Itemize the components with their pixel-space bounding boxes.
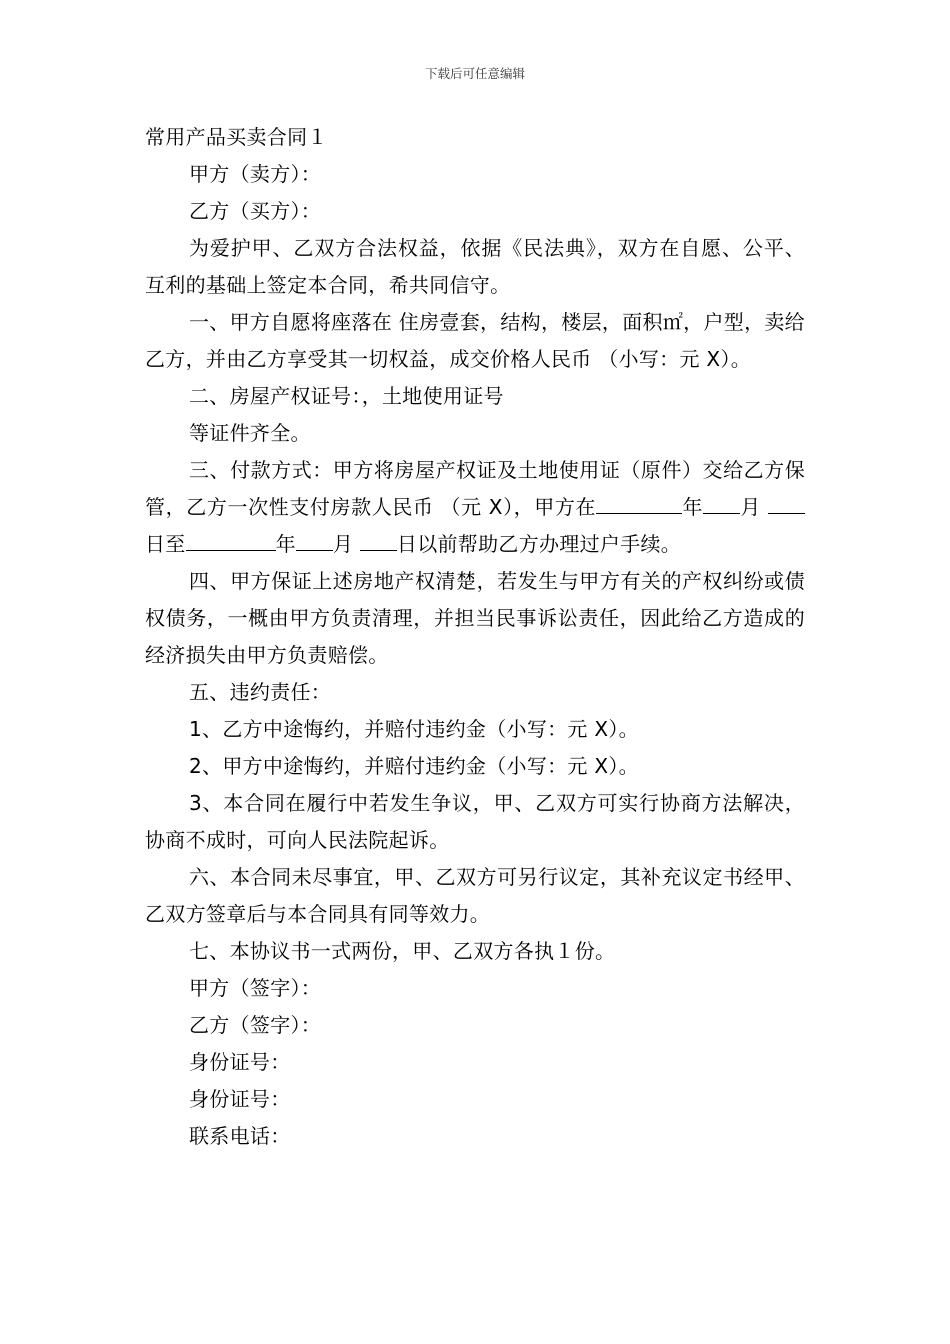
clause-3-year: 年 [682, 495, 704, 519]
id-number-b: 身份证号： [189, 1087, 291, 1111]
clause-5-item-2: 2、甲方中途悔约，并赔付违约金（小写：元 X）。 [189, 754, 639, 778]
page-header-note: 下载后可任意编辑 [424, 66, 525, 81]
clause-3-month-2: 月 [332, 532, 354, 556]
intro-paragraph: 为爱护甲、乙双方合法权益，依据《民法典》，双方在自愿、公平、互利的基础上签定本合同，希共同信守。 [145, 236, 805, 297]
clause-3-year-2: 年 [275, 532, 296, 556]
clause-3 [145, 452, 805, 563]
blank-line [296, 528, 333, 551]
clause-5-item-3: 3、本合同在履行中若发生争议，甲、乙双方可实行协商方法解决，协商不成时，可向人民法院起诉。 [145, 791, 805, 852]
blank-line [360, 528, 397, 551]
contract-body [145, 119, 805, 1155]
clause-1: 一、甲方自愿将座落在 住房壹套，结构，楼层，面积㎡，户型，卖给乙方，并由乙方享受其一切权益，成交价格人民币 （小写：元 X）。 [145, 310, 805, 371]
clause-7: 七、本协议书一式两份，甲、乙双方各执１份。 [189, 939, 616, 963]
clause-3-text: 三、付款方式：甲方将房屋产权证及土地使用证（原件）交给乙方保管，乙方一次性支付房款人民币 （元 X），甲方在 [145, 458, 805, 519]
blank-line [768, 491, 805, 514]
clause-3-day-to: 日至 [145, 532, 186, 556]
signature-party-a: 甲方（签字）： [189, 976, 322, 1000]
party-a-line: 甲方（卖方）： [189, 162, 322, 186]
clause-4: 四、甲方保证上述房地产权清楚，若发生与甲方有关的产权纠纷或债权债务，一概由甲方负责清理，并担当民事诉讼责任，因此给乙方造成的经济损失由甲方负责赔偿。 [145, 569, 805, 667]
blank-line [703, 491, 740, 514]
clause-6: 六、本合同未尽事宜，甲、乙双方可另行议定，其补充议定书经甲、乙双方签章后与本合同具有同等效力。 [145, 865, 805, 926]
id-number-a: 身份证号： [189, 1050, 291, 1074]
clause-5: 五、违约责任： [189, 680, 332, 704]
signature-party-b: 乙方（签字）： [189, 1013, 322, 1037]
party-b-line: 乙方（买方）： [189, 199, 322, 223]
clause-5-item-1: 1、乙方中途悔约，并赔付违约金（小写：元 X）。 [189, 717, 639, 741]
clause-3-end: 日以前帮助乙方办理过户手续。 [396, 532, 682, 556]
contract-title: 常用产品买卖合同１ [145, 125, 328, 149]
contact-phone: 联系电话： [189, 1124, 291, 1148]
blank-line [596, 491, 682, 514]
clause-3-month: 月 [740, 495, 762, 519]
clause-2-continued: 等证件齐全。 [189, 421, 311, 445]
clause-2: 二、房屋产权证号：，土地使用证号 [189, 384, 504, 408]
blank-line [186, 528, 276, 551]
